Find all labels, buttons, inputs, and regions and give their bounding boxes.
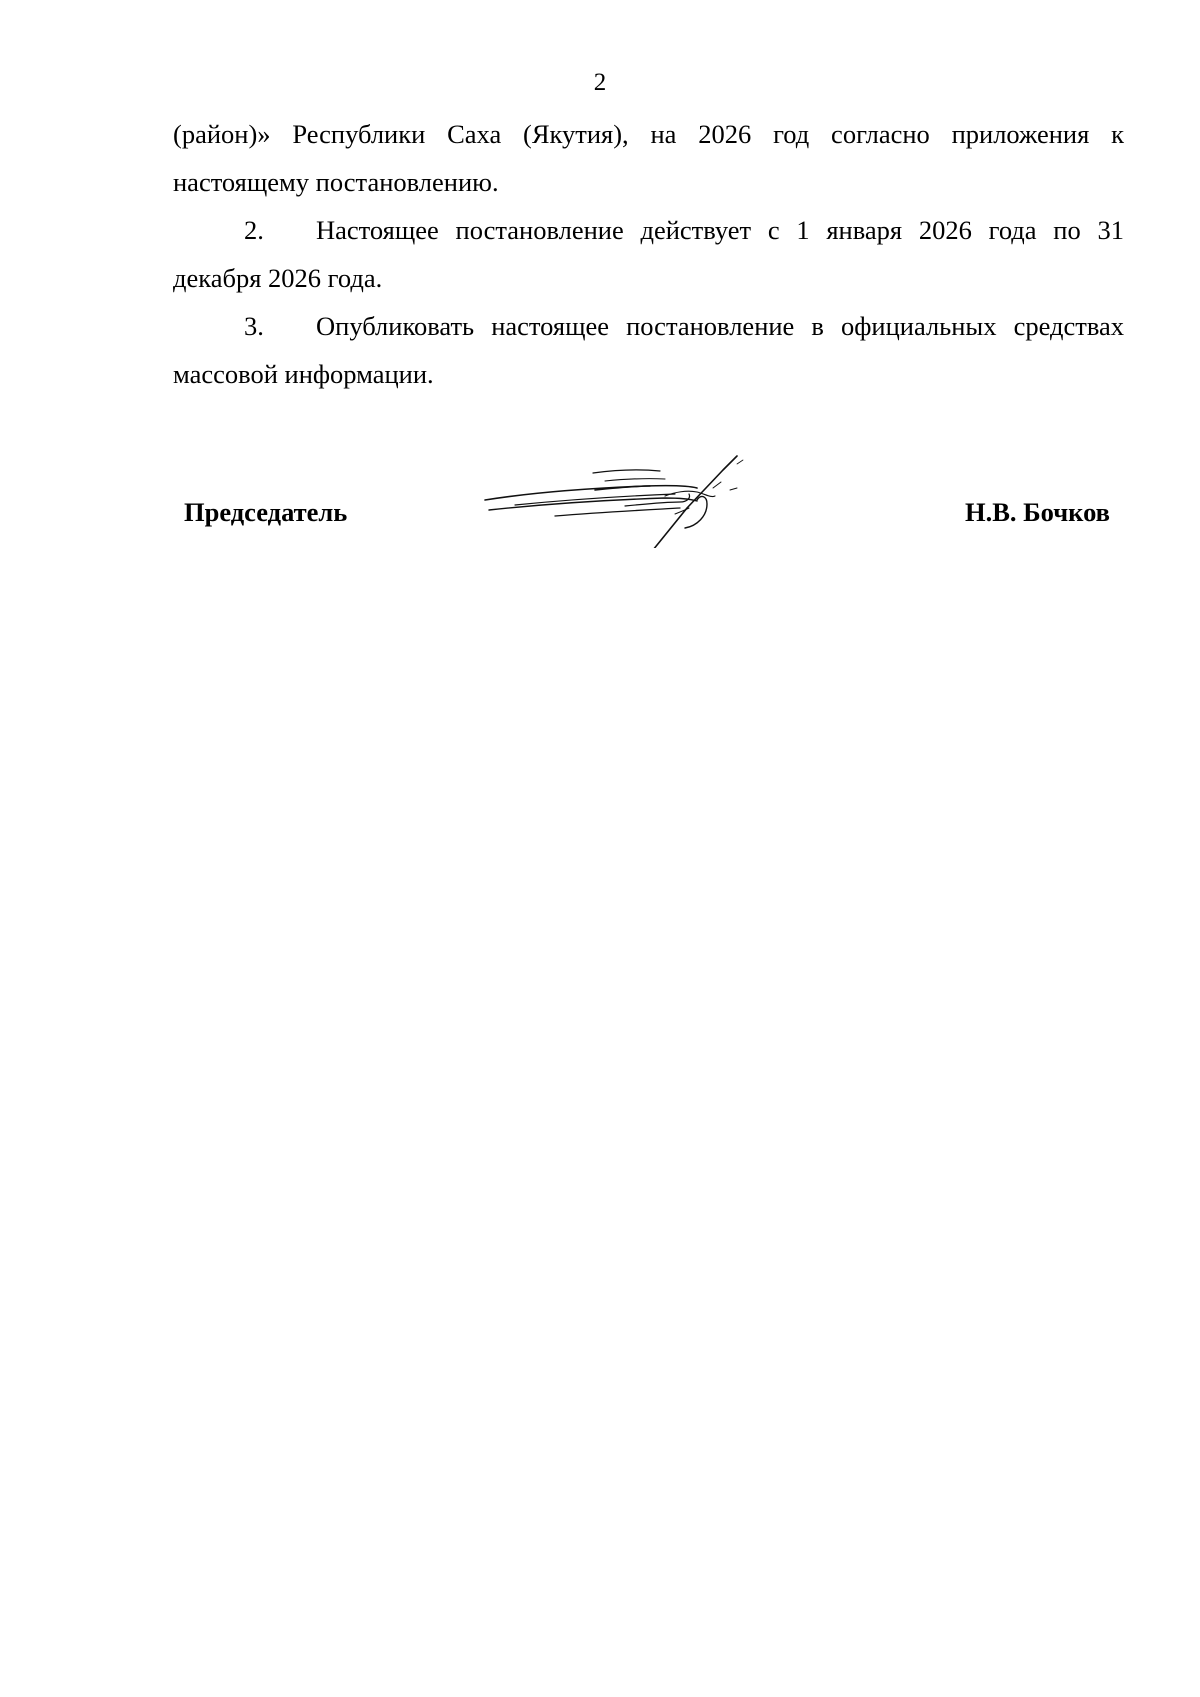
paragraph-continuation — [173, 110, 1124, 206]
page-number: 2 — [593, 69, 607, 96]
item-number: 2. — [244, 215, 264, 245]
paragraph-item-3 — [173, 302, 1124, 398]
item-text: Настоящее постановление действует с 1 января 2026 года по 31 декабря 2026 года. — [173, 215, 1124, 293]
handwritten-signature — [475, 448, 795, 548]
signatory-name: Н.В. Бочков — [964, 497, 1110, 527]
paragraph-item-2 — [173, 206, 1124, 302]
item-number: 3. — [244, 311, 264, 341]
paragraph-text: (район)» Республики Саха (Якутия), на 2026 год согласно приложения к настоящему постановлению. — [173, 119, 1124, 197]
signatory-title: Председатель — [184, 497, 348, 527]
item-text: Опубликовать настоящее постановление в официальных средствах массовой информации. — [173, 311, 1124, 389]
